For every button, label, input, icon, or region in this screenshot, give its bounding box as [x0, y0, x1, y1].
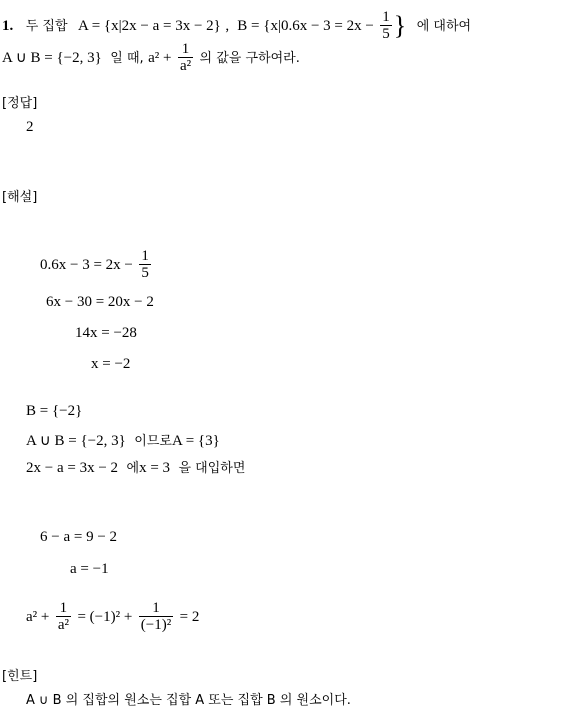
final-equation: a² + $\frac{1}{\text{a²}}$ = (−1)² + $\frac{1}{\text{(−1)²}}$ = 2: [26, 600, 200, 633]
problem-intro: 두 집합: [25, 19, 68, 34]
problem-about: 에 대하여: [416, 19, 472, 34]
expr-fraction: $\frac{1}{\text{a²}}$: [179, 41, 192, 74]
expr-prefix: a² +: [148, 50, 172, 66]
problem-line-1: 1. 두 집합 A = {x|2x − a = 3x − 2} , B = {x|0.6x − 3 = 2x − $\frac{1}{5}$ } 에 대하여: [2, 9, 472, 42]
solution-label: [해설]: [2, 190, 38, 205]
problem-end: 의 값을 구하여라.: [199, 51, 300, 66]
final-fraction-1: $\frac{1}{\text{a²}}$: [57, 600, 69, 633]
hint-label: [힌트]: [2, 669, 38, 684]
answer-value: 2: [26, 119, 34, 135]
set-b-prefix: B = {x|0.6x − 3 = 2x −: [237, 18, 374, 34]
problem-number: 1.: [2, 18, 14, 34]
problem-line-2: [2, 42, 300, 74]
equation-2: 6x − 30 = 20x − 2: [46, 294, 154, 310]
union-set: A ∪ B = {−2, 3}: [2, 50, 102, 66]
final-fraction-2: $\frac{1}{\text{(−1)²}}$: [140, 600, 172, 633]
hint-text: A ∪ B 의 집합의 원소는 집합 A 또는 집합 B 의 원소이다.: [26, 693, 351, 708]
equation-5: 6 − a = 9 − 2: [40, 529, 118, 545]
problem-fraction: $\frac{1}{5}$: [382, 9, 390, 42]
substitution-line: 2x − a = 3x − 2 에x = 3 을 대입하면: [26, 460, 246, 476]
equation-6: a = −1: [70, 561, 109, 577]
set-b-result: B = {−2}: [26, 403, 83, 419]
when-text: 일 때,: [110, 51, 144, 66]
answer-label: [정답]: [2, 96, 38, 111]
equation-4: x = −2: [91, 356, 131, 372]
eq1-fraction: $\frac{1}{5}$: [141, 248, 149, 281]
union-line: A ∪ B = {−2, 3} 이므로A = {3}: [26, 433, 220, 449]
equation-1: 0.6x − 3 = 2x − $\frac{1}{5}$: [40, 248, 149, 281]
equation-3: 14x = −28: [75, 325, 137, 341]
set-a: A = {x|2x − a = 3x − 2}: [77, 18, 221, 34]
